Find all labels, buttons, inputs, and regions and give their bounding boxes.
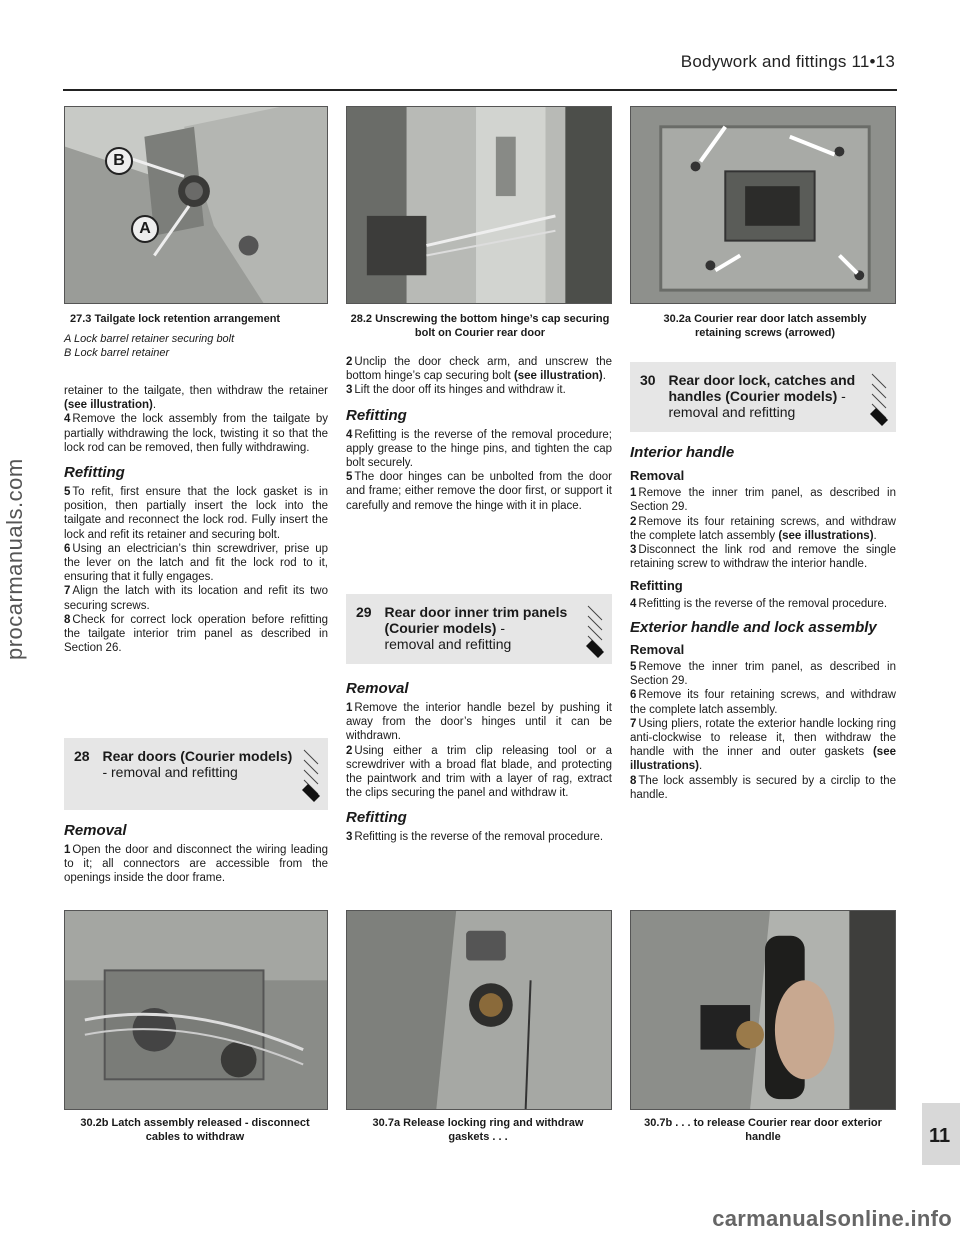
col2-sec29-step-2-text: Using either a trim clip releasing tool or a screwdriver with a broad flat blade, and protecting the paintwork and trim with a layer of rag, extract the clips securing the panel and withdraw it. [346,744,612,800]
caption-28-2: 28.2 Unscrewing the bottom hinge’s cap securing bolt on Courier rear door [350,313,610,339]
col1-step-6-text: Using an electrician’s thin screwdriver, prise up the lever on the latch and fit the lock rod to it, ensuring that it fully engages. [64,542,328,584]
col3-step-2: 2 Remove its four retaining screws, and withdraw the complete latch assembly (see illustrations). [630,515,896,542]
col1-step-7: 7 Align the latch with its location and refit its two securing screws. [64,585,328,612]
spanner-difficulty-icon [300,746,322,804]
col2-step-5: 5 The door hinges can be unbolted from the door and frame; either remove the door first, or support it carefully and remove the hinge with it in place. [346,471,612,512]
col3-step-1-text: Remove the inner trim panel, as described in Section 29. [630,487,896,514]
photo-locking-ring [346,910,612,1110]
col2-sec29-step-3-text: Refitting is the reverse of the removal procedure. [354,831,604,844]
col1-step-4: 4 Remove the lock assembly from the tailgate by partially withdrawing the lock, twisting it so that the lock rod can be removed, then fully withdrawing. [64,413,328,454]
col3-step-1: 1 Remove the inner trim panel, as described in Section 29. [630,487,896,514]
section-30-box [630,362,896,432]
col2-sec29-step-3: 3 Refitting is the reverse of the removal procedure. [346,831,604,844]
header-rule [63,89,897,91]
col2-step-2-bold: (see illustration) [513,370,603,383]
chapter-tab-number: 11 [929,1125,951,1147]
chapter-tab [922,1103,960,1165]
col1-step-8-text: Check for correct lock operation before refitting the tailgate interior trim panel as described in Section 26. [64,613,328,655]
col2-step-5-text: The door hinges can be unbolted from the door and frame; either remove the door first, or support it carefully and remove the hinge with it in place. [346,471,612,512]
col1-sec28-step-1-text: Open the door and disconnect the wiring leading to it; all connectors are accessible from the openings inside the door frame. [64,844,328,885]
watermark-bottom: carmanualsonline.info [712,1206,952,1231]
col2-step-4: 4 Refitting is the reverse of the removal procedure; apply grease to the hinge pins, and tighten the cap bolt securely. [346,428,612,470]
section-28-title-rest: - removal and refitting [102,764,238,780]
col1-intro-bold: (see illustration) [64,399,153,412]
spanner-difficulty-icon [868,370,890,428]
caption-27-3 [64,312,328,360]
col3-step-8-text: The lock assembly is secured by a circlip to the handle. [630,774,896,801]
photo-tailgate-lock [64,106,328,304]
photo-latch-assembly-screws [630,106,896,304]
column-2 [346,355,612,513]
section-28-box [64,738,328,810]
section-30-title-rest: removal and refitting [668,404,796,420]
caption-27-3-text: 27.3 Tailgate lock retention arrangement [70,313,281,325]
col2-step-3-text: Lift the door off its hinges and withdraw it. [354,384,566,397]
section-29-number: 29 [356,604,372,620]
col3-refitting-heading: Refitting [630,578,683,594]
col3-step-3-text: Disconnect the link rod and remove the single retaining screw to withdraw the interior handle. [630,544,896,571]
col1-step-7-text: Align the latch with its location and refit its two securing screws. [64,585,328,612]
col1-refitting-heading: Refitting [64,464,125,482]
col3-step-2-text: Remove its four retaining screws, and withdraw the complete latch assembly [630,515,896,542]
marker-b: B [105,147,133,175]
section-30-title-bold: Rear door lock, catches and handles (Courier models) [668,372,856,404]
column-1 [64,384,328,655]
col1-step-5-text: To refit, first ensure that the lock gasket is in position, then partially insert the lock into the tailgate and reconnect the lock rod. Fully insert the lock and refit its retainer and securing bolt. [64,486,328,541]
col3-step-6: 6 Remove its four retaining screws, and withdraw the complete latch assembly. [630,689,896,716]
col3-step-5: 5 Remove the inner trim panel, as described in Section 29. [630,661,896,688]
photo-exterior-handle [630,910,896,1110]
section-29-box [346,594,612,664]
column-3 [630,440,896,802]
col3-removal2-heading: Removal [630,641,685,657]
col3-removal-heading: Removal [630,468,685,483]
marker-a: A [131,215,159,243]
col1-step-5: 5 To refit, first ensure that the lock gasket is in position, then partially insert the lock into the tailgate and reconnect the lock rod. Fully insert the lock and refit its retainer and securing bolt. [64,486,328,541]
col3-step-6-text: Remove its four retaining screws, and withdraw the complete latch assembly. [630,689,896,716]
section-30-number: 30 [640,372,656,388]
column-2-lower [346,672,612,845]
col3-step-7-text: Using pliers, rotate the exterior handle locking ring anti-clockwise to release it, then withdraw the handle with the inner and outer gaskets [630,717,896,759]
section-30-title: Rear door lock, catches and handles (Courier models) - removal and refitting [668,372,856,420]
watermark-left: procarmanuals.com [2,458,27,660]
col3-step-7: 7 Using pliers, rotate the exterior handle locking ring anti-clockwise to release it, then withdraw the handle with the inner and outer gaskets (see illustrations). [630,717,896,773]
col2-sec29-step-1: 1 Remove the interior handle bezel by pushing it away from the door’s hinges until it can be withdrawn. [346,702,612,743]
col2-step-2: 2 Unclip the door check arm, and unscrew the bottom hinge’s cap securing bolt (see illustration). [346,356,612,383]
col1-step-4-text: Remove the lock assembly from the tailgate by partially withdrawing the lock, twisting it so that the lock rod can be removed, then fully withdrawing. [64,413,328,454]
section-28-title [102,748,292,780]
caption-30-7a: 30.7a Release locking ring and withdraw gaskets . . . [372,1117,584,1143]
section-28-title-bold: Rear doors (Courier models) [102,748,293,764]
col2-step-3: 3 Lift the door off its hinges and withdraw it. [346,384,566,397]
col2-step-4-text: Refitting is the reverse of the removal procedure; apply grease to the hinge pins, and tighten the cap bolt securely. [346,428,612,470]
col3-step-4: 4 Refitting is the reverse of the removal procedure. [630,597,888,610]
col3-step-2-bold: (see illustrations) [778,529,874,542]
col3-step-5-text: Remove the inner trim panel, as described in Section 29. [630,661,896,688]
col3-step-4-text: Refitting is the reverse of the removal procedure. [638,597,888,610]
page-header-title: Bodywork and fittings 11•13 [680,52,895,71]
caption-30-2b: 30.2b Latch assembly released - disconnect cables to withdraw [80,1117,310,1143]
col1-step-8: 8 Check for correct lock operation before refitting the tailgate interior trim panel as described in Section 26. [64,613,328,655]
caption-30-2a: 30.2a Courier rear door latch assembly retaining screws (arrowed) [663,313,867,339]
col3-step-7-bold: (see illustrations) [630,746,896,773]
col3-step-8: 8 The lock assembly is secured by a circlip to the handle. [630,774,896,801]
column-1-lower [64,818,328,886]
photo-latch-released [64,910,328,1110]
col1-step-6: 6 Using an electrician’s thin screwdriver, prise up the lever on the latch and fit the lock rod to it, ensuring that it fully engages. [64,542,328,584]
col1-intro-text: retainer to the tailgate, then withdraw the retainer [64,385,328,397]
caption-27-3-legend-a: A Lock barrel retainer securing bolt [64,333,235,345]
caption-27-3-legend-b: B Lock barrel retainer [64,347,170,359]
section-29-title-bold: Rear door inner trim panels (Courier models) [384,604,568,636]
section-29-title-rest: removal and refitting [384,636,512,652]
col2-refitting-heading: Refitting [346,406,407,424]
caption-30-7b: 30.7b . . . to release Courier rear door exterior handle [644,1117,882,1143]
photo-rear-door-hinge [346,106,612,304]
col2-step-2-text: Unclip the door check arm, and unscrew the bottom hinge’s cap securing bolt [346,356,612,383]
spanner-difficulty-icon [584,602,606,660]
col2-refitting2-heading: Refitting [346,809,407,827]
col3-interior-handle-heading: Interior handle [630,444,735,461]
col1-sec28-step-1: 1 Open the door and disconnect the wiring leading to it; all connectors are accessible from the openings inside the door frame. [64,844,328,885]
col2-sec29-step-2: 2 Using either a trim clip releasing tool or a screwdriver with a broad flat blade, and protecting the paintwork and trim with a layer of rag, extract the clips securing the panel and withdraw it. [346,744,612,800]
col2-sec29-step-1-text: Remove the interior handle bezel by pushing it away from the door’s hinges until it can be withdrawn. [346,702,612,743]
section-29-title: Rear door inner trim panels (Courier models) - removal and refitting [384,604,568,652]
col3-step-3: 3 Disconnect the link rod and remove the single retaining screw to withdraw the interior handle. [630,544,896,571]
col1-intro: retainer to the tailgate, then withdraw the retainer (see illustration). [64,385,328,412]
section-28-number: 28 [74,748,90,764]
col3-exterior-handle-heading: Exterior handle and lock assembly [630,618,877,636]
col2-removal-heading: Removal [346,680,409,697]
col1-removal-heading: Removal [64,822,127,839]
